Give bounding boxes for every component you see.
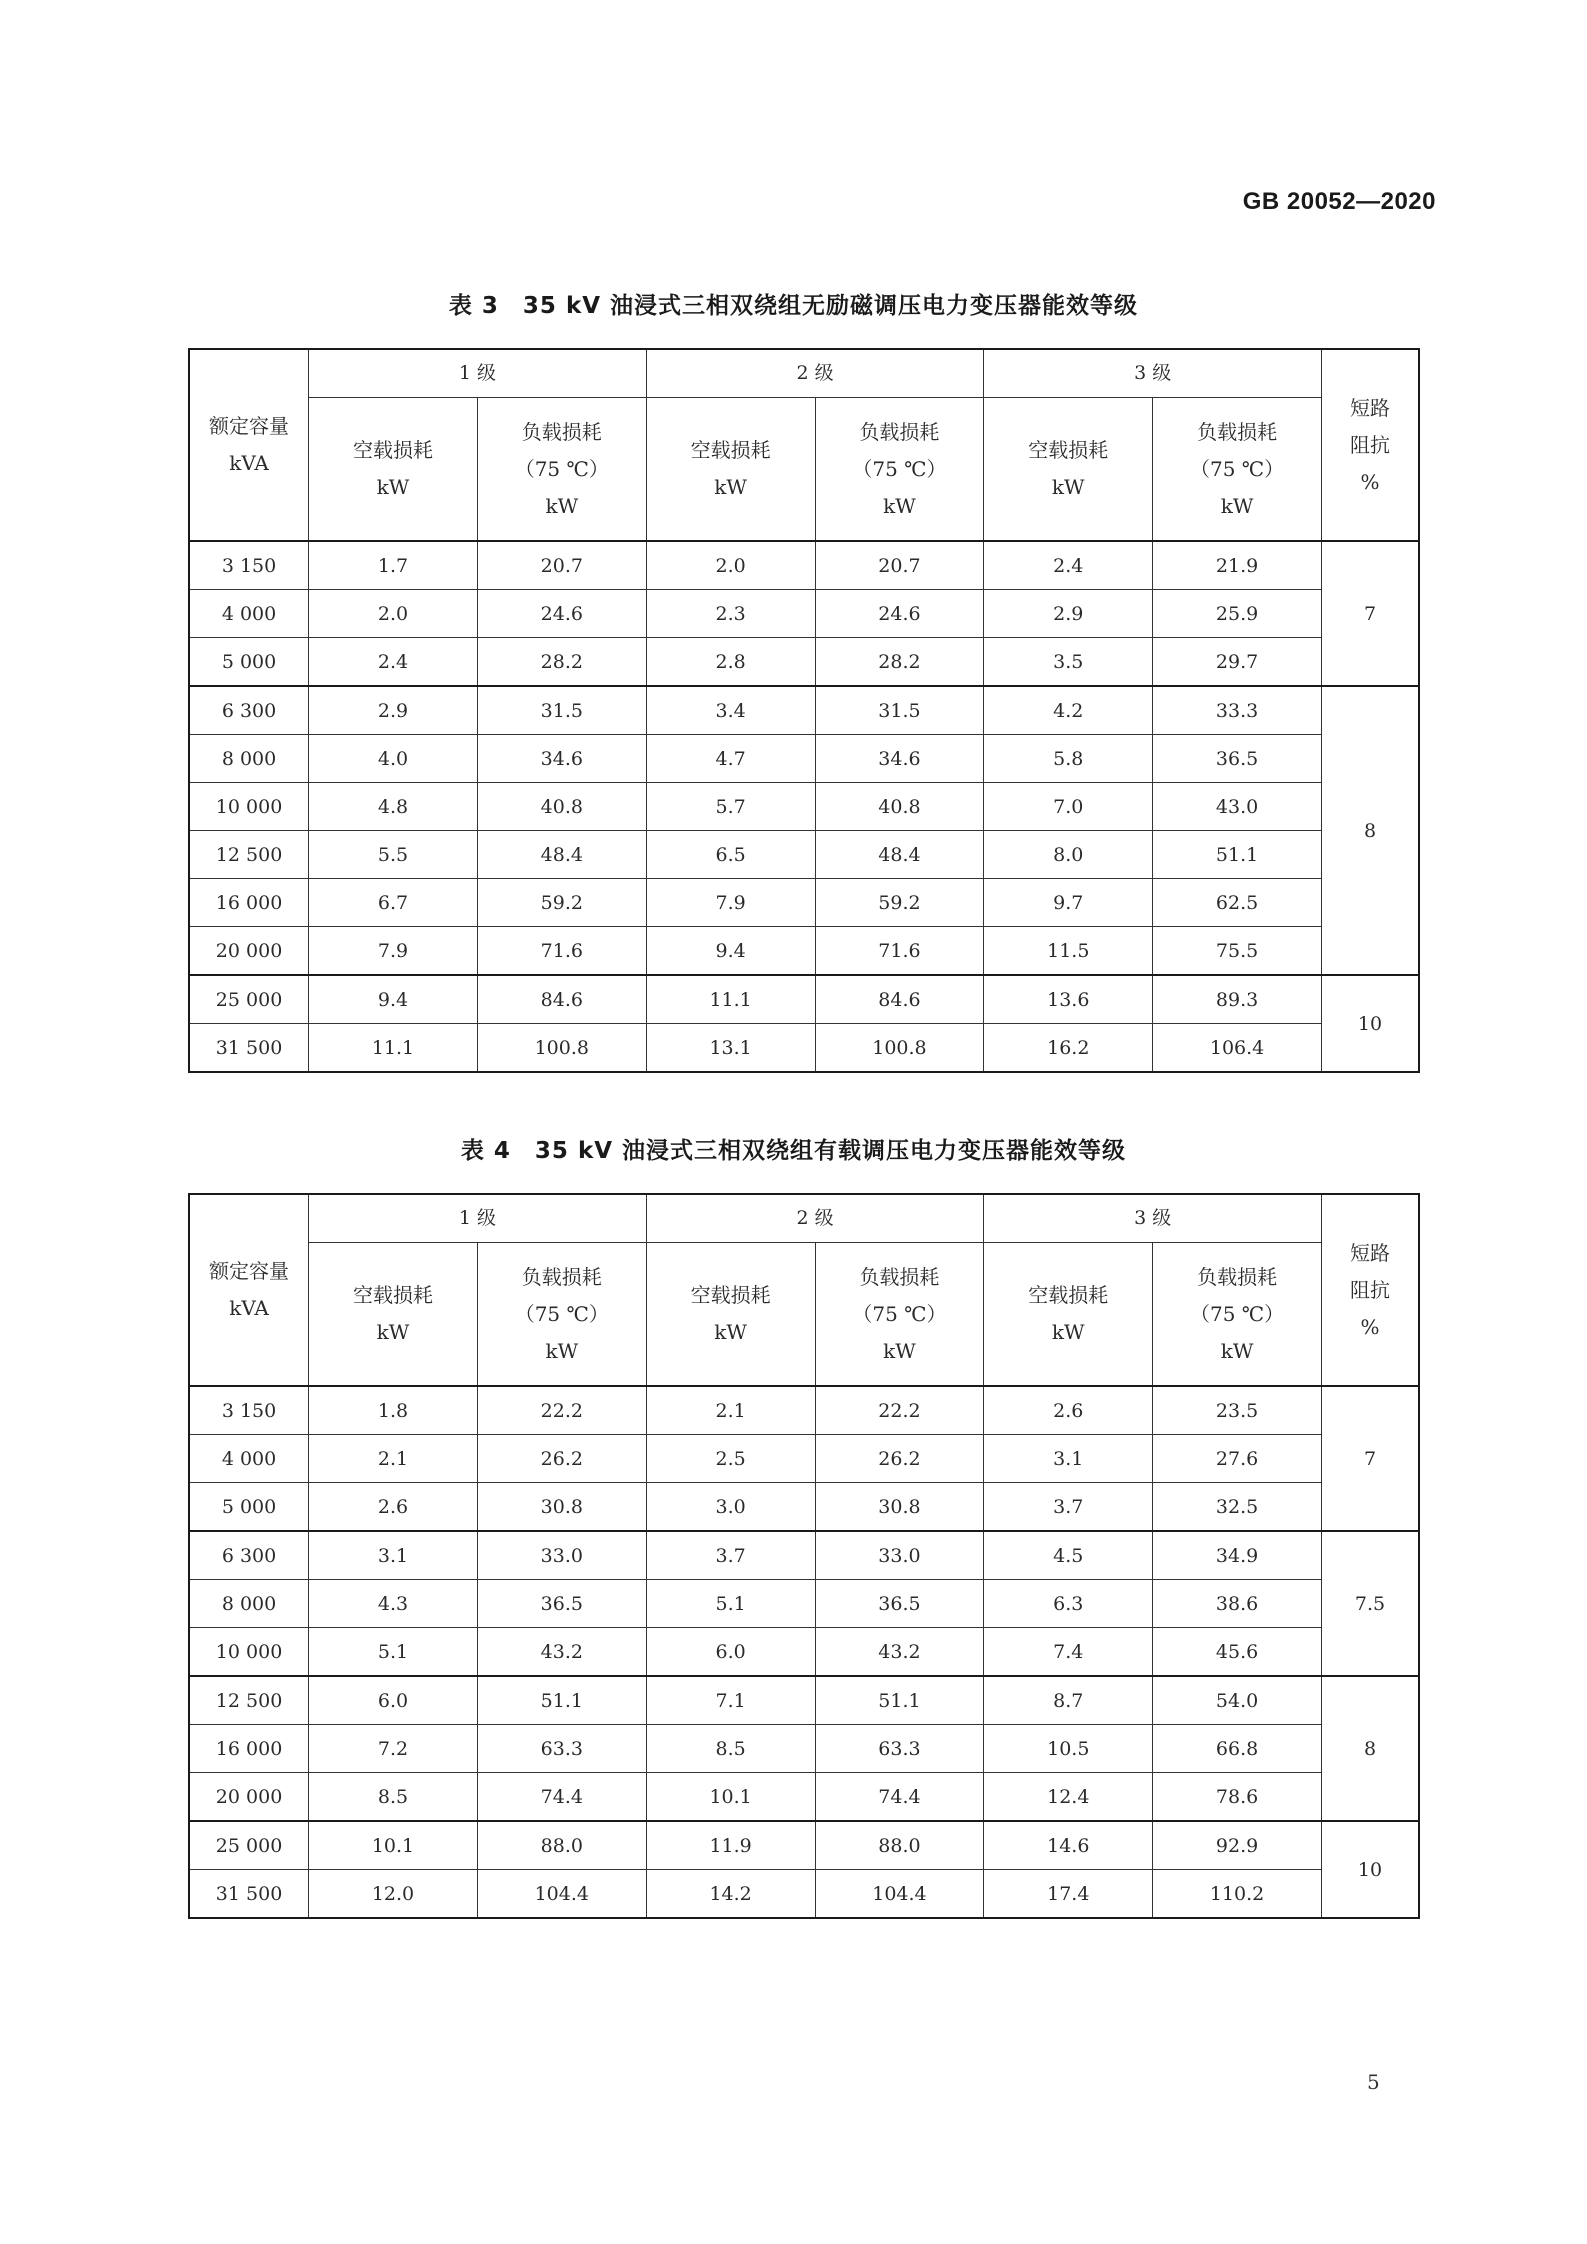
data-cell: 6.5: [646, 831, 815, 879]
data-cell: 11.1: [646, 975, 815, 1024]
capacity-label: 额定容量: [209, 414, 290, 438]
no-load-unit: kW: [376, 1320, 410, 1344]
data-cell: 43.2: [815, 1628, 984, 1677]
capacity-cell: 20 000: [189, 1773, 309, 1822]
data-cell: 2.6: [984, 1386, 1153, 1435]
capacity-cell: 10 000: [189, 1628, 309, 1677]
grade-2-header: 2 级: [646, 1194, 984, 1243]
data-cell: 26.2: [815, 1435, 984, 1483]
table-row: [189, 1024, 1419, 1073]
data-cell: 2.1: [309, 1435, 478, 1483]
data-cell: 5.1: [309, 1628, 478, 1677]
impedance-header: [1322, 349, 1420, 541]
grade-3-header: 3 级: [984, 1194, 1322, 1243]
impedance-label-1: 短路: [1350, 395, 1390, 420]
load-unit: kW: [1220, 493, 1254, 518]
data-cell: 7.2: [309, 1725, 478, 1773]
impedance-unit: %: [1360, 1314, 1380, 1339]
table-row: [189, 1676, 1419, 1725]
data-cell: 24.6: [815, 590, 984, 638]
capacity-label: 额定容量: [209, 1259, 290, 1283]
data-cell: 36.5: [1153, 735, 1322, 783]
data-cell: 6.7: [309, 879, 478, 927]
capacity-cell: 8 000: [189, 1580, 309, 1628]
load-label: 负载损耗: [521, 1264, 602, 1289]
data-cell: 3.1: [984, 1435, 1153, 1483]
data-cell: 7.1: [646, 1676, 815, 1725]
data-cell: 20.7: [815, 541, 984, 590]
load-unit: kW: [883, 1338, 916, 1363]
table-row: [189, 879, 1419, 927]
data-cell: 66.8: [1153, 1725, 1322, 1773]
data-cell: 7.9: [646, 879, 815, 927]
table-row: [189, 1870, 1419, 1919]
data-cell: 7.0: [984, 783, 1153, 831]
no-load-unit: kW: [714, 1320, 747, 1344]
table-row: [189, 1773, 1419, 1822]
data-cell: 3.0: [646, 1483, 815, 1532]
impedance-label-1: 短路: [1350, 1240, 1390, 1265]
table-row: [189, 638, 1419, 687]
table-row: [189, 1821, 1419, 1870]
data-cell: 38.6: [1153, 1580, 1322, 1628]
data-cell: 89.3: [1153, 975, 1322, 1024]
data-cell: 2.5: [646, 1435, 815, 1483]
table-3-title: 表 3 35 kV 油浸式三相双绕组无励磁调压电力变压器能效等级: [448, 293, 1139, 319]
data-cell: 43.0: [1153, 783, 1322, 831]
grade-1-header: 1 级: [309, 1194, 647, 1243]
data-cell: 45.6: [1153, 1628, 1322, 1677]
data-cell: 14.2: [646, 1870, 815, 1919]
load-loss-header: [815, 398, 984, 542]
capacity-cell: 31 500: [189, 1024, 309, 1073]
data-cell: 2.9: [309, 686, 478, 735]
data-cell: 5.8: [984, 735, 1153, 783]
load-temp: （75 ℃）: [514, 1301, 609, 1326]
data-cell: 31.5: [815, 686, 984, 735]
data-cell: 1.8: [309, 1386, 478, 1435]
load-temp: （75 ℃）: [1189, 456, 1285, 481]
capacity-cell: 3 150: [189, 541, 309, 590]
data-cell: 2.8: [646, 638, 815, 687]
data-cell: 13.6: [984, 975, 1153, 1024]
impedance-cell: 7: [1322, 541, 1420, 686]
data-cell: 28.2: [815, 638, 984, 687]
capacity-cell: 16 000: [189, 879, 309, 927]
load-unit: kW: [1220, 1338, 1254, 1363]
impedance-cell: 7: [1322, 1386, 1420, 1531]
load-temp: （75 ℃）: [852, 1301, 947, 1326]
grade-2-header: 2 级: [646, 349, 984, 398]
data-cell: 2.4: [984, 541, 1153, 590]
data-cell: 5.1: [646, 1580, 815, 1628]
data-cell: 11.1: [309, 1024, 478, 1073]
data-cell: 48.4: [815, 831, 984, 879]
table-row: [189, 1531, 1419, 1580]
data-cell: 28.2: [477, 638, 646, 687]
data-cell: 74.4: [477, 1773, 646, 1822]
data-cell: 26.2: [477, 1435, 646, 1483]
data-cell: 5.5: [309, 831, 478, 879]
grade-1-header: 1 级: [309, 349, 647, 398]
data-cell: 88.0: [815, 1821, 984, 1870]
data-cell: 34.9: [1153, 1531, 1322, 1580]
data-cell: 30.8: [815, 1483, 984, 1532]
data-cell: 3.7: [646, 1531, 815, 1580]
data-cell: 5.7: [646, 783, 815, 831]
table-row: [189, 927, 1419, 976]
data-cell: 3.7: [984, 1483, 1153, 1532]
data-cell: 14.6: [984, 1821, 1153, 1870]
data-cell: 23.5: [1153, 1386, 1322, 1435]
data-cell: 62.5: [1153, 879, 1322, 927]
no-load-loss-header: [309, 398, 478, 542]
data-cell: 6.3: [984, 1580, 1153, 1628]
load-temp: （75 ℃）: [514, 456, 609, 481]
load-label: 负载损耗: [1197, 419, 1278, 444]
data-cell: 84.6: [477, 975, 646, 1024]
data-cell: 8.0: [984, 831, 1153, 879]
data-cell: 1.7: [309, 541, 478, 590]
data-cell: 88.0: [477, 1821, 646, 1870]
data-cell: 71.6: [815, 927, 984, 976]
grade-3-header: 3 级: [984, 349, 1322, 398]
no-load-unit: kW: [376, 475, 410, 499]
no-load-loss-header: [309, 1243, 478, 1387]
data-cell: 22.2: [815, 1386, 984, 1435]
data-cell: 51.1: [815, 1676, 984, 1725]
data-cell: 104.4: [815, 1870, 984, 1919]
standard-code: GB 20052—2020: [1242, 188, 1436, 215]
impedance-cell: 10: [1322, 975, 1420, 1072]
data-cell: 36.5: [815, 1580, 984, 1628]
load-loss-header: [815, 1243, 984, 1387]
capacity-cell: 10 000: [189, 783, 309, 831]
data-cell: 11.9: [646, 1821, 815, 1870]
data-cell: 34.6: [477, 735, 646, 783]
data-cell: 12.4: [984, 1773, 1153, 1822]
capacity-cell: 4 000: [189, 590, 309, 638]
table-row: [189, 541, 1419, 590]
capacity-cell: 6 300: [189, 1531, 309, 1580]
table-4: [188, 1193, 1420, 1919]
data-cell: 12.0: [309, 1870, 478, 1919]
data-cell: 33.0: [815, 1531, 984, 1580]
capacity-cell: 3 150: [189, 1386, 309, 1435]
data-cell: 2.0: [309, 590, 478, 638]
table-row: [189, 590, 1419, 638]
data-cell: 63.3: [477, 1725, 646, 1773]
capacity-cell: 16 000: [189, 1725, 309, 1773]
table-row: [189, 783, 1419, 831]
data-cell: 2.4: [309, 638, 478, 687]
data-cell: 21.9: [1153, 541, 1322, 590]
data-cell: 3.1: [309, 1531, 478, 1580]
data-cell: 20.7: [477, 541, 646, 590]
data-cell: 2.3: [646, 590, 815, 638]
capacity-cell: 12 500: [189, 831, 309, 879]
data-cell: 84.6: [815, 975, 984, 1024]
load-unit: kW: [883, 493, 916, 518]
data-cell: 34.6: [815, 735, 984, 783]
capacity-unit: kVA: [229, 451, 269, 475]
data-cell: 22.2: [477, 1386, 646, 1435]
capacity-unit: kVA: [229, 1296, 269, 1320]
data-cell: 40.8: [477, 783, 646, 831]
no-load-loss-header: [984, 1243, 1153, 1387]
data-cell: 92.9: [1153, 1821, 1322, 1870]
data-cell: 24.6: [477, 590, 646, 638]
load-label: 负载损耗: [521, 419, 602, 444]
load-unit: kW: [545, 1338, 579, 1363]
no-load-unit: kW: [1051, 1320, 1085, 1344]
data-cell: 33.0: [477, 1531, 646, 1580]
table-row: [189, 1628, 1419, 1677]
capacity-cell: 5 000: [189, 638, 309, 687]
impedance-cell: 7.5: [1322, 1531, 1420, 1676]
data-cell: 11.5: [984, 927, 1153, 976]
data-cell: 4.2: [984, 686, 1153, 735]
load-loss-header: [477, 398, 646, 542]
data-cell: 3.4: [646, 686, 815, 735]
data-cell: 2.0: [646, 541, 815, 590]
table-row: [189, 1580, 1419, 1628]
impedance-header: [1322, 1194, 1420, 1386]
no-load-label: 空载损耗: [352, 438, 433, 462]
load-loss-header: [1153, 398, 1322, 542]
data-cell: 75.5: [1153, 927, 1322, 976]
capacity-cell: 6 300: [189, 686, 309, 735]
data-cell: 29.7: [1153, 638, 1322, 687]
data-cell: 78.6: [1153, 1773, 1322, 1822]
load-temp: （75 ℃）: [1189, 1301, 1285, 1326]
no-load-label: 空载损耗: [352, 1283, 433, 1307]
table-4-title: 表 4 35 kV 油浸式三相双绕组有载调压电力变压器能效等级: [460, 1138, 1127, 1164]
data-cell: 100.8: [815, 1024, 984, 1073]
data-cell: 10.5: [984, 1725, 1153, 1773]
data-cell: 30.8: [477, 1483, 646, 1532]
impedance-unit: %: [1360, 469, 1380, 494]
data-cell: 74.4: [815, 1773, 984, 1822]
table-row: [189, 1435, 1419, 1483]
data-cell: 32.5: [1153, 1483, 1322, 1532]
data-cell: 6.0: [646, 1628, 815, 1677]
data-cell: 4.8: [309, 783, 478, 831]
capacity-cell: 31 500: [189, 1870, 309, 1919]
data-cell: 7.4: [984, 1628, 1153, 1677]
data-cell: 9.4: [309, 975, 478, 1024]
table-row: [189, 1483, 1419, 1532]
no-load-loss-header: [646, 1243, 815, 1387]
data-cell: 4.7: [646, 735, 815, 783]
data-cell: 51.1: [477, 1676, 646, 1725]
load-unit: kW: [545, 493, 579, 518]
capacity-header: [189, 1194, 309, 1386]
impedance-label-2: 阻抗: [1350, 432, 1390, 457]
data-cell: 59.2: [815, 879, 984, 927]
data-cell: 2.6: [309, 1483, 478, 1532]
table-row: [189, 831, 1419, 879]
data-cell: 7.9: [309, 927, 478, 976]
no-load-label: 空载损耗: [690, 1283, 771, 1307]
capacity-cell: 12 500: [189, 1676, 309, 1725]
data-cell: 10.1: [646, 1773, 815, 1822]
data-cell: 3.5: [984, 638, 1153, 687]
load-label: 负载损耗: [859, 419, 940, 444]
data-cell: 9.4: [646, 927, 815, 976]
data-cell: 43.2: [477, 1628, 646, 1677]
data-cell: 36.5: [477, 1580, 646, 1628]
capacity-cell: 4 000: [189, 1435, 309, 1483]
capacity-header: [189, 349, 309, 541]
data-cell: 2.1: [646, 1386, 815, 1435]
page-number: 5: [1367, 2070, 1380, 2094]
table-row: [189, 975, 1419, 1024]
load-temp: （75 ℃）: [852, 456, 947, 481]
table-3: [188, 348, 1420, 1073]
capacity-cell: 25 000: [189, 975, 309, 1024]
data-cell: 8.7: [984, 1676, 1153, 1725]
no-load-label: 空载损耗: [690, 438, 771, 462]
data-cell: 33.3: [1153, 686, 1322, 735]
data-cell: 6.0: [309, 1676, 478, 1725]
no-load-loss-header: [984, 398, 1153, 542]
impedance-cell: 8: [1322, 686, 1420, 975]
data-cell: 8.5: [309, 1773, 478, 1822]
load-label: 负载损耗: [859, 1264, 940, 1289]
capacity-cell: 20 000: [189, 927, 309, 976]
data-cell: 71.6: [477, 927, 646, 976]
table-row: [189, 1386, 1419, 1435]
data-cell: 2.9: [984, 590, 1153, 638]
load-label: 负载损耗: [1197, 1264, 1278, 1289]
data-cell: 4.3: [309, 1580, 478, 1628]
data-cell: 4.0: [309, 735, 478, 783]
data-cell: 10.1: [309, 1821, 478, 1870]
data-cell: 48.4: [477, 831, 646, 879]
impedance-label-2: 阻抗: [1350, 1277, 1390, 1302]
data-cell: 17.4: [984, 1870, 1153, 1919]
data-cell: 110.2: [1153, 1870, 1322, 1919]
data-cell: 106.4: [1153, 1024, 1322, 1073]
data-cell: 27.6: [1153, 1435, 1322, 1483]
capacity-cell: 5 000: [189, 1483, 309, 1532]
impedance-cell: 8: [1322, 1676, 1420, 1821]
data-cell: 25.9: [1153, 590, 1322, 638]
data-cell: 59.2: [477, 879, 646, 927]
data-cell: 31.5: [477, 686, 646, 735]
data-cell: 104.4: [477, 1870, 646, 1919]
impedance-cell: 10: [1322, 1821, 1420, 1918]
no-load-loss-header: [646, 398, 815, 542]
table-row: [189, 1725, 1419, 1773]
data-cell: 40.8: [815, 783, 984, 831]
data-cell: 100.8: [477, 1024, 646, 1073]
capacity-cell: 25 000: [189, 1821, 309, 1870]
data-cell: 13.1: [646, 1024, 815, 1073]
data-cell: 9.7: [984, 879, 1153, 927]
data-cell: 51.1: [1153, 831, 1322, 879]
data-cell: 63.3: [815, 1725, 984, 1773]
table-row: [189, 735, 1419, 783]
data-cell: 16.2: [984, 1024, 1153, 1073]
data-cell: 4.5: [984, 1531, 1153, 1580]
no-load-label: 空载损耗: [1028, 1283, 1109, 1307]
data-cell: 54.0: [1153, 1676, 1322, 1725]
no-load-unit: kW: [1051, 475, 1085, 499]
data-cell: 8.5: [646, 1725, 815, 1773]
load-loss-header: [1153, 1243, 1322, 1387]
load-loss-header: [477, 1243, 646, 1387]
no-load-label: 空载损耗: [1028, 438, 1109, 462]
table-row: [189, 686, 1419, 735]
no-load-unit: kW: [714, 475, 747, 499]
capacity-cell: 8 000: [189, 735, 309, 783]
